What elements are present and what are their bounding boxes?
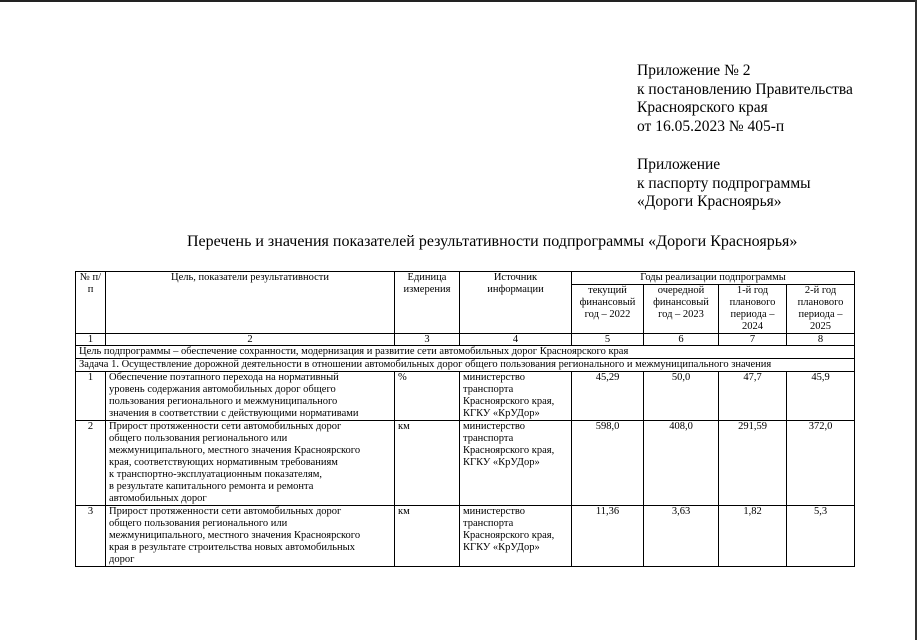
header-goal: Цель, показатели результативности [106, 272, 395, 334]
value-2025: 372,0 [787, 421, 855, 506]
column-numbers-row [76, 334, 855, 346]
indicator-name-line: значения в соответствии с действующими нормативами [109, 408, 359, 419]
indicator-name-line: пользования регионального и межмуниципального [109, 396, 338, 407]
source-cell [460, 421, 572, 506]
indicators-table [75, 271, 855, 567]
value-2022: 11,36 [572, 506, 644, 567]
source-line: министерство [463, 506, 526, 517]
value-2025: 5,3 [787, 506, 855, 567]
source-line: КГКУ «КрУДор» [463, 408, 540, 419]
source-cell [460, 372, 572, 421]
source-line: министерство [463, 372, 526, 383]
value-2024: 47,7 [719, 372, 787, 421]
indicator-name-line: Обеспечение поэтапного перехода на нормативный [109, 372, 339, 383]
indicator-name-line: в результате капитального ремонта и ремонта [109, 481, 314, 492]
unit-cell: км [395, 421, 460, 506]
value-2022: 598,0 [572, 421, 644, 506]
header-year-2025: 2-й год планового периода – 2025 [787, 285, 855, 334]
header-source: Источник информации [460, 272, 572, 334]
value-2023: 408,0 [644, 421, 719, 506]
col-number: 2 [106, 334, 395, 346]
indicator-name-line: общего пользования регионального или [109, 433, 288, 444]
goal-row [76, 346, 855, 359]
value-2024: 1,82 [719, 506, 787, 567]
indicator-name-line: дорог [109, 554, 135, 565]
approval-line: Красноярского края [637, 99, 768, 116]
table-row [76, 421, 855, 506]
header-unit: Единица измерения [395, 272, 460, 334]
approval-line: к паспорту подпрограммы [637, 174, 811, 192]
indicator-name [106, 372, 395, 421]
header-years-group: Годы реализации подпрограммы [572, 272, 855, 285]
col-number: 3 [395, 334, 460, 346]
table-row [76, 506, 855, 567]
source-line: Красноярского края, [463, 396, 555, 407]
source-line: транспорта [463, 384, 514, 395]
source-line: Красноярского края, [463, 530, 555, 541]
indicator-name-line: Прирост протяженности сети автомобильных дорог [109, 421, 342, 432]
value-2022: 45,29 [572, 372, 644, 421]
indicator-name-line: уровень содержания автомобильных дорог общего [109, 384, 336, 395]
col-number: 5 [572, 334, 644, 346]
header-year-2023: очередной финансовый год – 2023 [644, 285, 719, 334]
indicator-name-line: Прирост протяженности сети автомобильных дорог [109, 506, 342, 517]
unit-cell: % [395, 372, 460, 421]
header-year-2024: 1-й год планового периода – 2024 [719, 285, 787, 334]
header-year-2022: текущий финансовый год – 2022 [572, 285, 644, 334]
approval-line: «Дороги Красноярья» [637, 193, 782, 210]
task-row [76, 359, 855, 372]
indicator-name-line: общего пользования регионального или [109, 518, 288, 529]
source-line: КГКУ «КрУДор» [463, 457, 540, 468]
approval-line: к постановлению Правительства [637, 80, 853, 98]
approval-line: Приложение № 2 [637, 62, 751, 79]
value-2025: 45,9 [787, 372, 855, 421]
scan-top-edge [0, 0, 917, 2]
col-number: 1 [76, 334, 106, 346]
approval-line: от 16.05.2023 № 405-п [637, 117, 785, 135]
indicator-name-line: к транспортно-эксплуатационным показателям, [109, 469, 322, 480]
col-number: 7 [719, 334, 787, 346]
indicator-name-line: края, соответствующих нормативным требованиям [109, 457, 338, 468]
indicator-name [106, 421, 395, 506]
source-line: транспорта [463, 518, 514, 529]
source-cell [460, 506, 572, 567]
indicator-name-line: автомобильных дорог [109, 493, 207, 504]
unit-cell: км [395, 506, 460, 567]
indicator-name-line: края в результате строительства новых автомобильных [109, 542, 355, 553]
row-number: 1 [76, 372, 106, 421]
header-row [76, 272, 855, 285]
col-number: 8 [787, 334, 855, 346]
source-line: министерство [463, 421, 526, 432]
source-line: Красноярского края, [463, 445, 555, 456]
col-number: 4 [460, 334, 572, 346]
col-number: 6 [644, 334, 719, 346]
value-2024: 291,59 [719, 421, 787, 506]
row-number: 2 [76, 421, 106, 506]
document-title: Перечень и значения показателей результативности подпрограммы «Дороги Красноярья» [187, 233, 798, 250]
row-number: 3 [76, 506, 106, 567]
goal-text: Цель подпрограммы – обеспечение сохранности, модернизация и развитие сети автомобильных дорог Красноярского края [76, 346, 855, 359]
indicator-name-line: межмуниципального, местного значения Красноярского [109, 530, 361, 541]
source-line: транспорта [463, 433, 514, 444]
approval-block [637, 62, 853, 212]
value-2023: 50,0 [644, 372, 719, 421]
indicator-name-line: межмуниципального, местного значения Красноярского [109, 445, 361, 456]
task-text: Задача 1. Осуществление дорожной деятельности в отношении автомобильных дорог общего пользования регионального и межмуниципального значения [76, 359, 855, 372]
approval-line: Приложение [637, 156, 721, 173]
source-line: КГКУ «КрУДор» [463, 542, 540, 553]
value-2023: 3,63 [644, 506, 719, 567]
header-num: № п/п [76, 272, 106, 334]
indicator-name [106, 506, 395, 567]
table-row [76, 372, 855, 421]
